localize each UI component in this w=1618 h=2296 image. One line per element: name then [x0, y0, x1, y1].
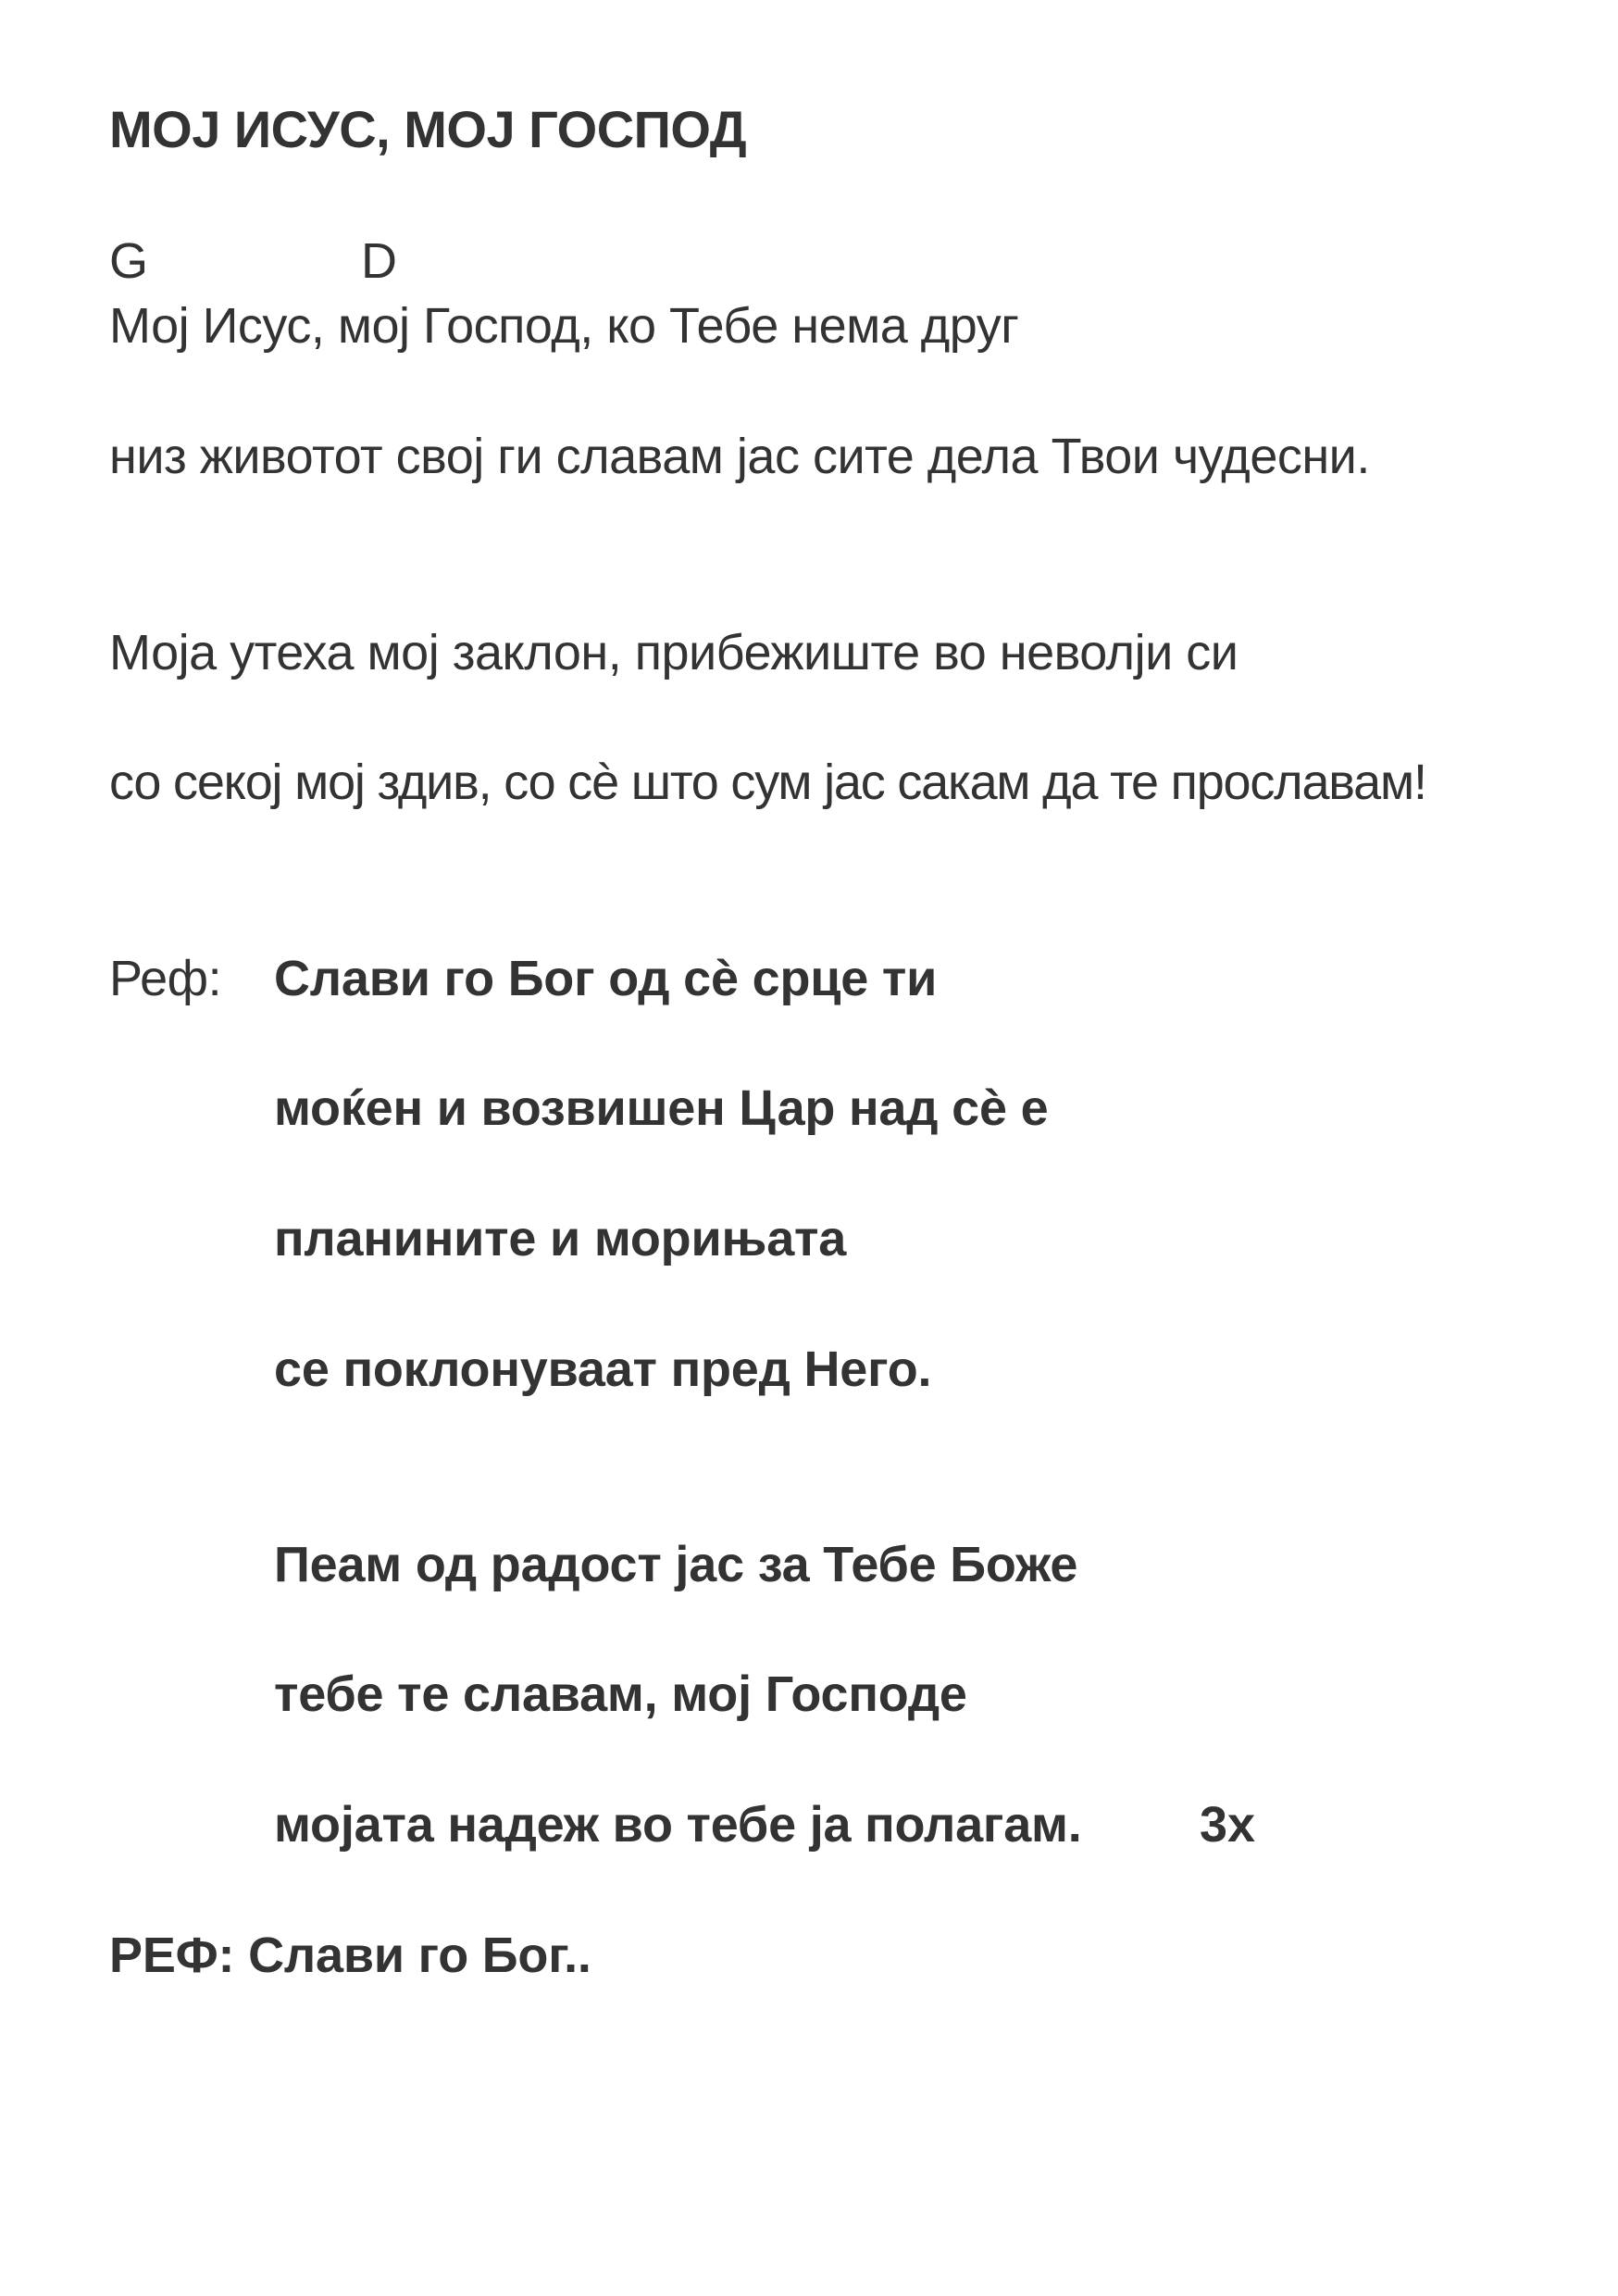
refrain-line-5: Пеам од радост јас за Тебе Боже — [274, 1537, 1078, 1592]
refrain-line-2: моќен и возвишен Цар над сѐ е — [274, 1080, 1049, 1136]
refrain-line-3: планините и морињата — [274, 1211, 847, 1267]
refrain-line-1: Слави го Бог од сѐ срце ти — [274, 951, 938, 1006]
verse-line-1: Мој Исус, мој Господ, ко Тебе нема друг — [109, 298, 1019, 354]
verse-line-3: Моја утеха мој заклон, прибежиште во неволји си — [109, 625, 1238, 680]
refrain-label: Реф: — [109, 951, 222, 1006]
refrain-line-6: тебе те славам, мој Господе — [274, 1666, 967, 1722]
verse-line-2: низ животот свој ги славам јас сите дела Твои чудесни. — [109, 429, 1370, 484]
final-refrain: РЕФ: Слави го Бог.. — [109, 1928, 591, 1983]
repeat-mark: 3x — [1200, 1797, 1256, 1853]
chord-g: G — [109, 233, 149, 289]
refrain-line-4: се поклонуваат пред Него. — [274, 1341, 932, 1397]
song-title: МОЈ ИСУС, МОЈ ГОСПОД — [109, 100, 747, 158]
chord-d: D — [361, 233, 397, 289]
verse-line-4: со секој мој здив, со сѐ што сум јас сакам да те прославам! — [109, 755, 1426, 810]
refrain-line-7: мојата надеж во тебе ја полагам. — [274, 1797, 1082, 1853]
